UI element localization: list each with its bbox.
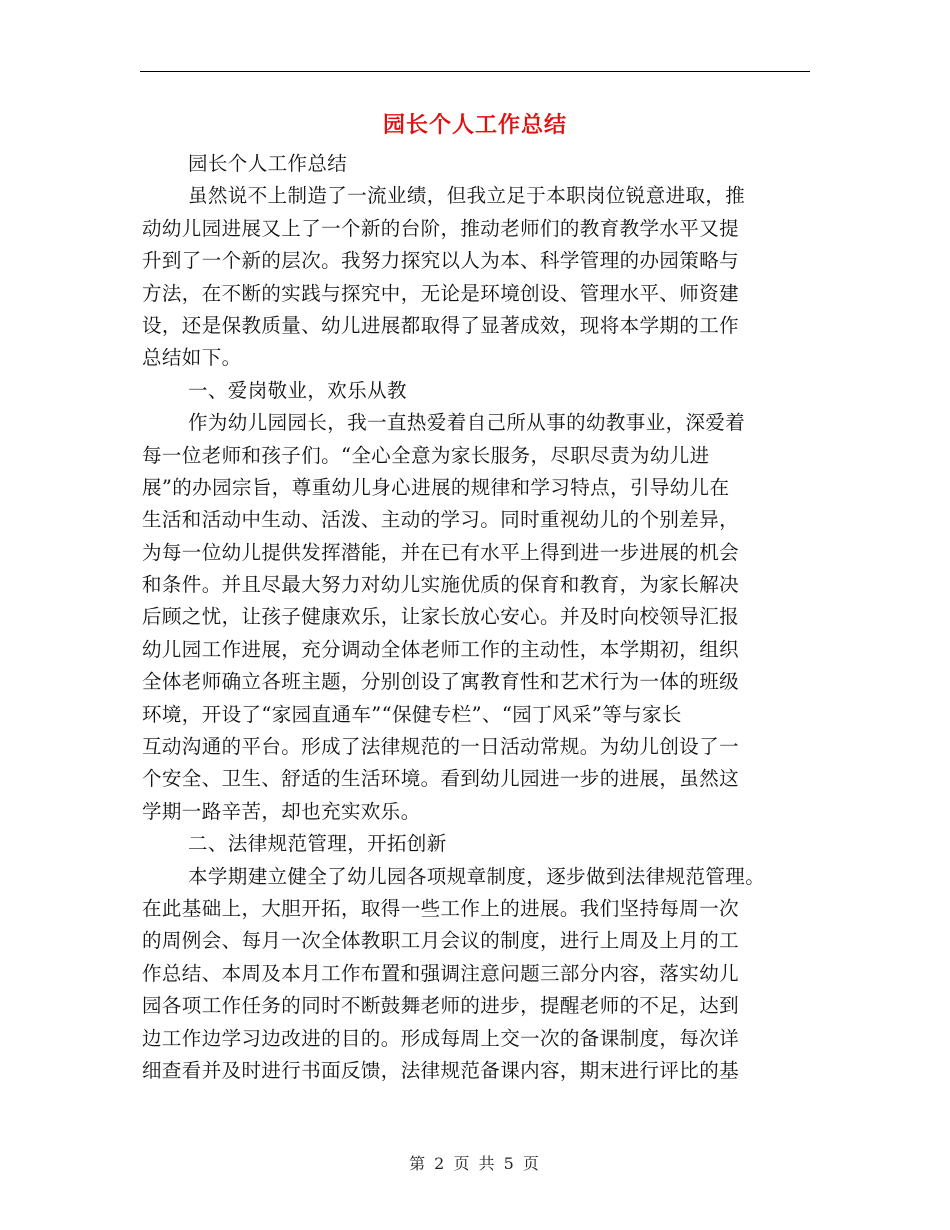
- text-line: 后顾之忧，让孩子健康欢乐，让家长放心安心。并及时向校领导汇报: [142, 605, 740, 629]
- text-line: 设，还是保教质量、幼儿进展都取得了显著成效，现将本学期的工作: [142, 313, 740, 337]
- text-line: 总结如下。: [142, 346, 242, 370]
- text-line: 生活和活动中生动、活泼、主动的学习。同时重视幼儿的个别差异，: [142, 508, 740, 532]
- text-line: 作总结、本周及本月工作布置和强调注意问题三部分内容，落实幼儿: [142, 961, 740, 985]
- document-body: [142, 148, 812, 1087]
- text-line: 为每一位幼儿提供发挥潜能，并在已有水平上得到进一步进展的机会: [142, 540, 740, 564]
- text-line: 一、爱岗敬业，欢乐从教: [188, 378, 407, 402]
- document-title: 园长个人工作总结: [382, 112, 567, 138]
- text-line: 每一位老师和孩子们。“全心全意为家长服务，尽职尽责为幼儿进: [142, 443, 710, 467]
- text-line: 细查看并及时进行书面反馈，法律规范备课内容，期末进行评比的基: [142, 1058, 740, 1082]
- text-line: 和条件。并且尽最大努力对幼儿实施优质的保育和教育，为家长解决: [142, 573, 740, 597]
- text-line: 二、法律规范管理，开拓创新: [188, 832, 447, 856]
- text-line: 园长个人工作总结: [188, 152, 348, 175]
- text-line: 个安全、卫生、舒适的生活环境。看到幼儿园进一步的进展，虽然这: [142, 767, 740, 791]
- text-line: 边工作边学习边改进的目的。形成每周上交一次的备课制度，每次详: [142, 1026, 740, 1050]
- text-line: 本学期建立健全了幼儿园各项规章制度，逐步做到法律规范管理。: [188, 864, 766, 888]
- text-line: 方法，在不断的实践与探究中，无论是环境创设、管理水平、师资建: [142, 281, 740, 305]
- text-line: 展”的办园宗旨，尊重幼儿身心进展的规律和学习特点，引导幼儿在: [142, 475, 730, 499]
- header-rule: [140, 71, 810, 72]
- text-line: 作为幼儿园园长，我一直热爱着自己所从事的幼教事业，深爱着: [188, 411, 746, 435]
- text-line: 的周例会、每月一次全体教职工月会议的制度，进行上周及上月的工: [142, 929, 740, 953]
- text-line: 园各项工作任务的同时不断鼓舞老师的进步，提醒老师的不足，达到: [142, 994, 740, 1018]
- text-line: 在此基础上，大胆开拓，取得一些工作上的进展。我们坚持每周一次: [142, 896, 740, 920]
- text-line: 升到了一个新的层次。我努力探究以人为本、科学管理的办园策略与: [142, 249, 740, 273]
- text-line: 环境，开设了“家园直通车”“保健专栏”、“园丁风采”等与家长: [142, 702, 682, 726]
- page-footer: 第 2 页 共 5 页: [409, 1154, 541, 1173]
- text-line: 互动沟通的平台。形成了法律规范的一日活动常规。为幼儿创设了一: [142, 735, 740, 759]
- text-line: 幼儿园工作进展，充分调动全体老师工作的主动性，本学期初，组织: [142, 637, 740, 661]
- text-line: 动幼儿园进展又上了一个新的台阶，推动老师们的教育教学水平又提: [142, 216, 740, 240]
- text-line: 全体老师确立各班主题，分别创设了寓教育性和艺术行为一体的班级: [142, 670, 740, 694]
- text-line: 学期一路辛苦，却也充实欢乐。: [142, 799, 421, 823]
- text-line: 虽然说不上制造了一流业绩，但我立足于本职岗位锐意进取，推: [188, 184, 746, 208]
